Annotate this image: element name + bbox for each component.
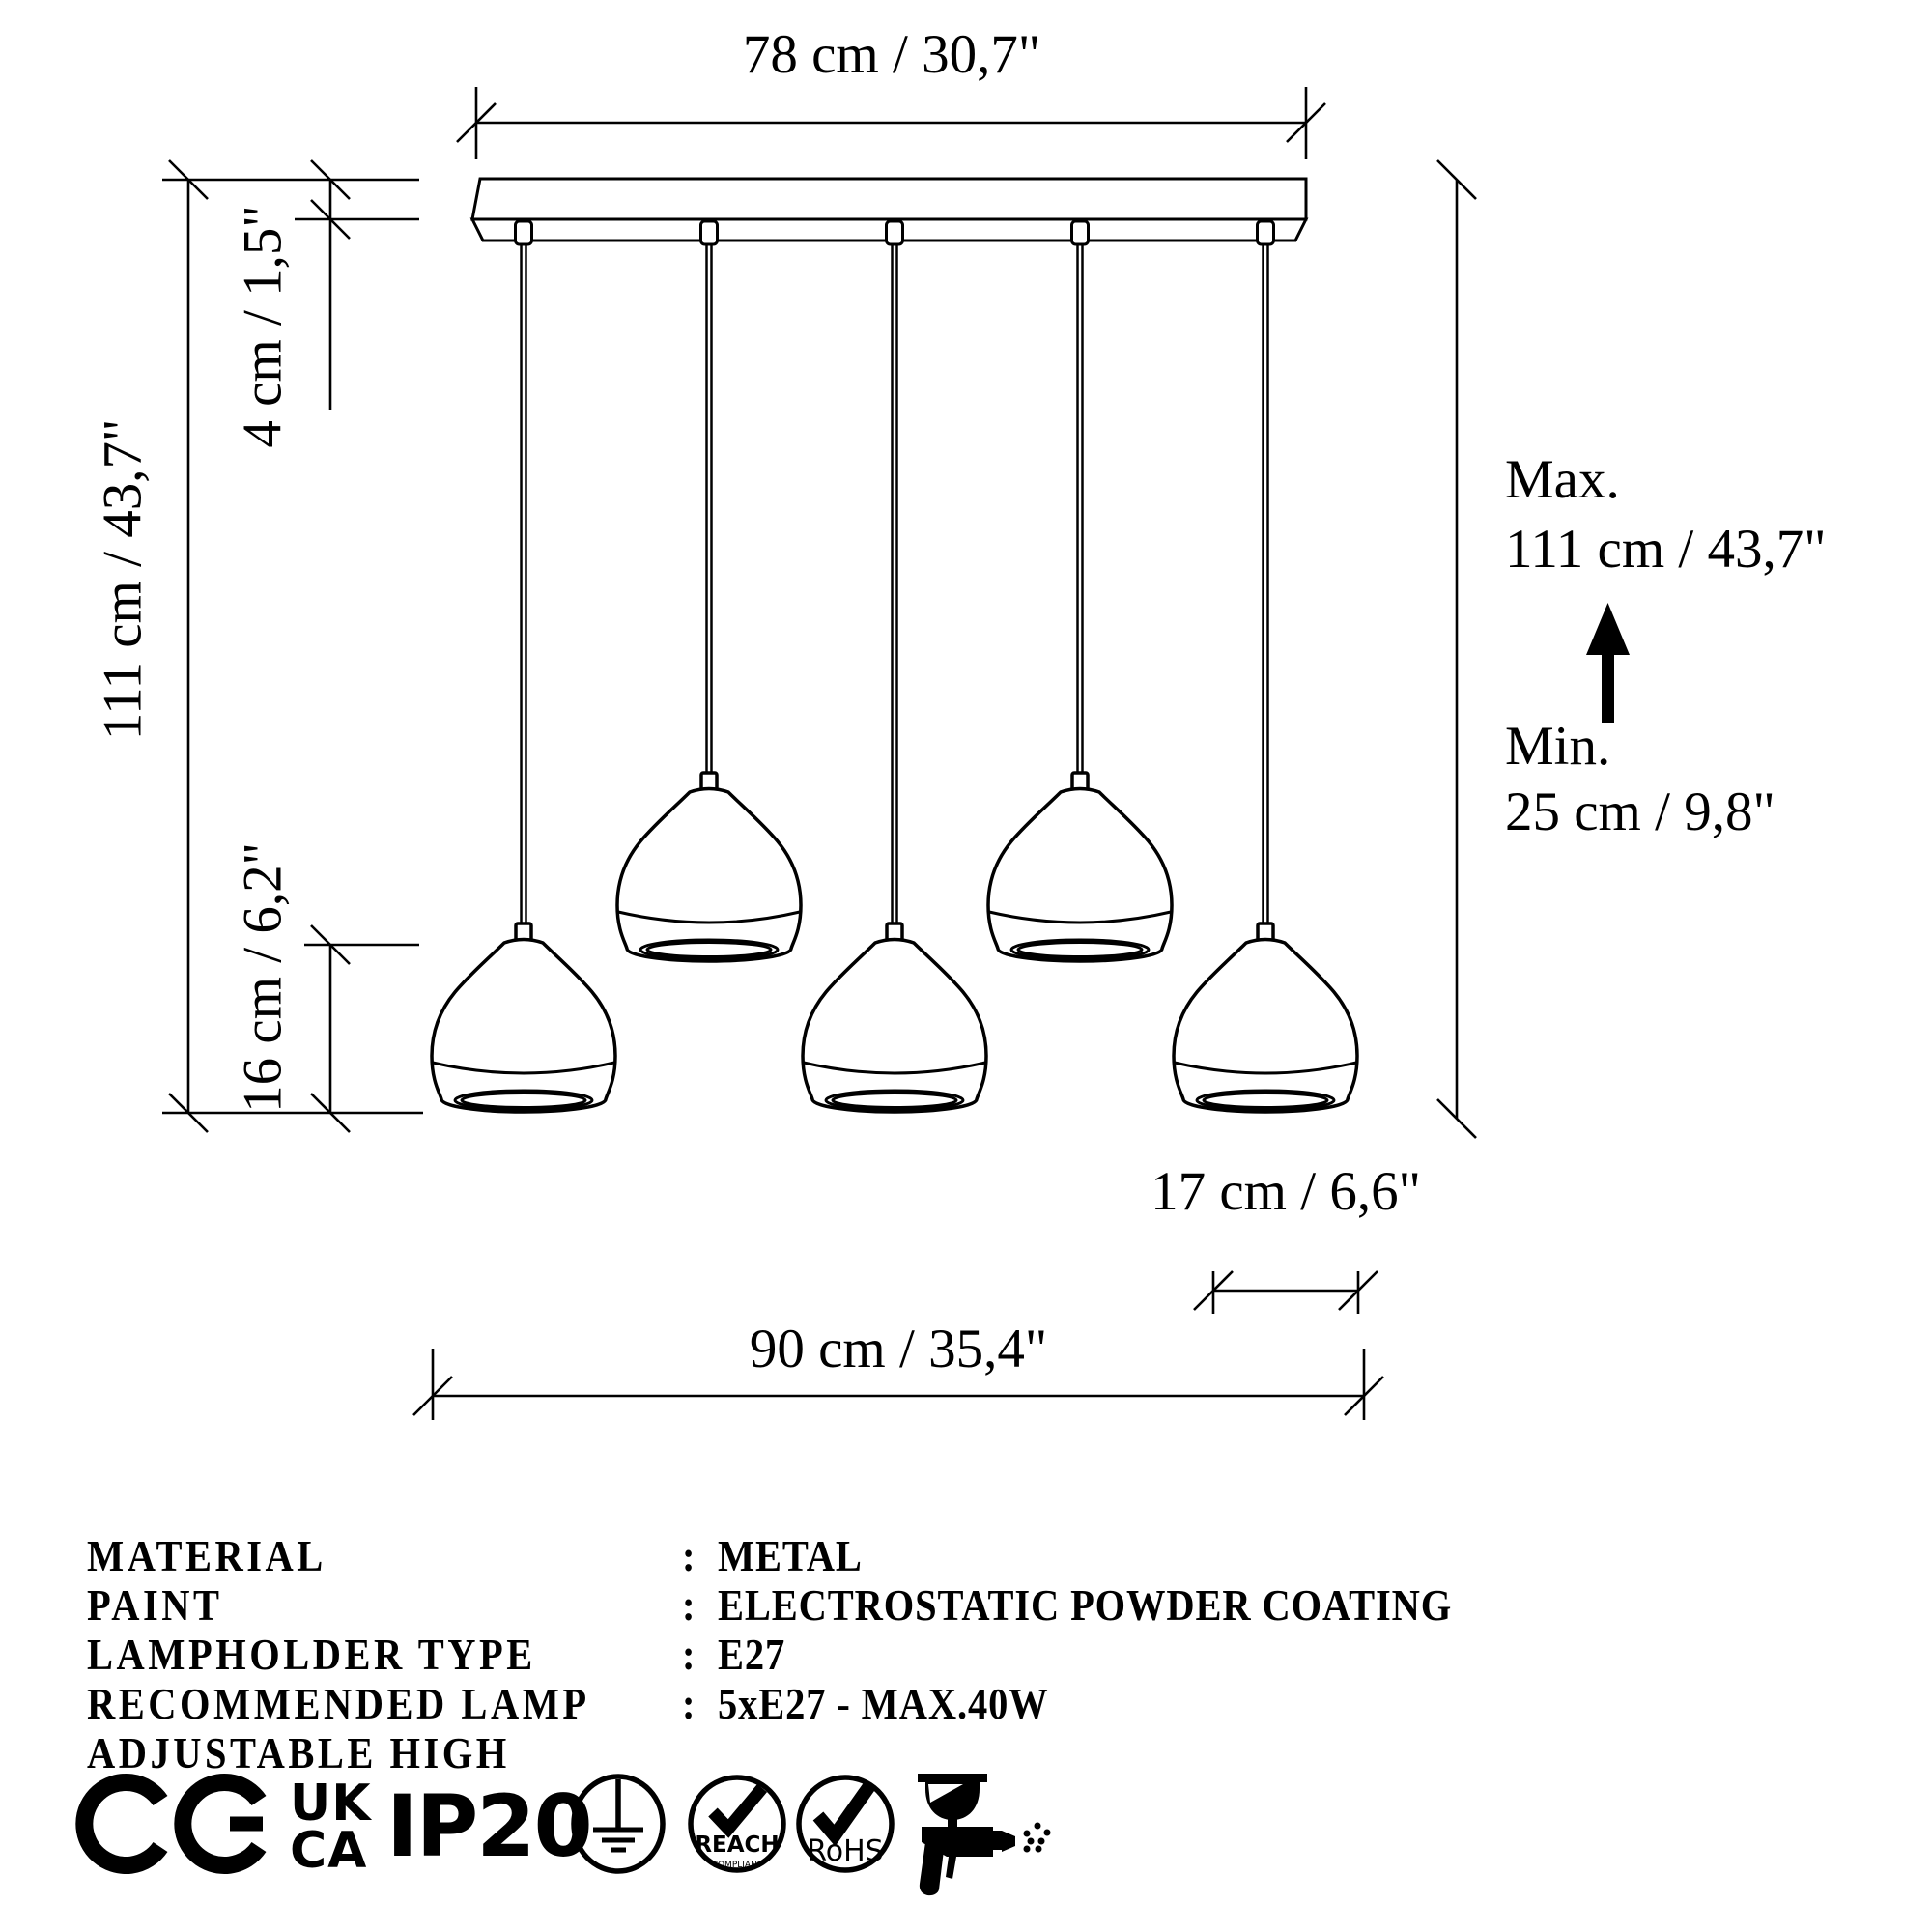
spec-label: RECOMMENDED LAMP bbox=[87, 1679, 590, 1728]
svg-text:COMPLIANT: COMPLIANT bbox=[711, 1861, 763, 1870]
spec-label: MATERIAL bbox=[87, 1531, 327, 1580]
ip20-rating: IP20 bbox=[386, 1776, 591, 1876]
spec-row-lampholder bbox=[87, 1630, 1452, 1682]
spec-row-paint bbox=[87, 1580, 1453, 1633]
pendant-shade-3 bbox=[803, 923, 986, 1112]
svg-text:CA: CA bbox=[290, 1822, 368, 1880]
dim-min-height: 25 cm / 9,8" bbox=[1505, 781, 1776, 842]
spec-row-material bbox=[87, 1531, 1452, 1583]
spec-row-recommended-lamp bbox=[87, 1679, 1452, 1731]
dim-fixture-width: 90 cm / 35,4" bbox=[749, 1319, 1048, 1379]
dim-overall-height: 111 cm / 43,7" bbox=[92, 418, 154, 741]
certification-marks bbox=[84, 1774, 1050, 1895]
pendant-shade-2 bbox=[617, 773, 801, 961]
dim-canopy-height: 4 cm / 1,5" bbox=[232, 205, 294, 448]
rohs-compliant-icon bbox=[799, 1777, 892, 1870]
spec-row-adjustable bbox=[87, 1728, 1452, 1780]
spec-value: METAL bbox=[717, 1531, 863, 1580]
spec-value: 5xE27 - MAX.40W bbox=[717, 1679, 1049, 1728]
pendant-shade-4 bbox=[988, 773, 1172, 961]
dim-shade-height: 16 cm / 6,2" bbox=[232, 842, 294, 1113]
spray-paint-gun-icon bbox=[918, 1774, 1051, 1895]
max-label: Max. bbox=[1505, 449, 1620, 510]
spec-separator: : bbox=[682, 1531, 696, 1580]
dim-max-height: 111 cm / 43,7" bbox=[1505, 519, 1827, 580]
spec-value: ELECTROSTATIC POWDER COATING bbox=[717, 1580, 1453, 1630]
dim-canopy-width: 78 cm / 30,7" bbox=[742, 24, 1041, 85]
svg-text:REACH: REACH bbox=[695, 1833, 780, 1858]
reach-compliant-icon bbox=[691, 1777, 783, 1870]
min-label: Min. bbox=[1505, 716, 1611, 777]
svg-text:RoHS: RoHS bbox=[807, 1834, 884, 1868]
spec-separator: : bbox=[682, 1580, 696, 1630]
svg-text:UK: UK bbox=[290, 1775, 372, 1833]
spec-label: ADJUSTABLE HIGH bbox=[87, 1728, 510, 1777]
ukca-mark-icon bbox=[290, 1775, 372, 1880]
ce-mark-icon bbox=[84, 1782, 263, 1865]
pendant-shade-1 bbox=[432, 923, 615, 1112]
up-arrow-icon bbox=[1586, 603, 1630, 723]
spec-label: PAINT bbox=[87, 1580, 223, 1630]
spec-value: E27 bbox=[717, 1630, 786, 1679]
spec-label: LAMPHOLDER TYPE bbox=[87, 1630, 536, 1679]
spec-separator: : bbox=[682, 1679, 696, 1728]
pendant-shade-5 bbox=[1174, 923, 1357, 1112]
spec-separator: : bbox=[682, 1630, 696, 1679]
pendant-cords bbox=[522, 244, 1268, 923]
dim-shade-diameter: 17 cm / 6,6" bbox=[1151, 1161, 1421, 1222]
specification-table bbox=[87, 1531, 1453, 1780]
